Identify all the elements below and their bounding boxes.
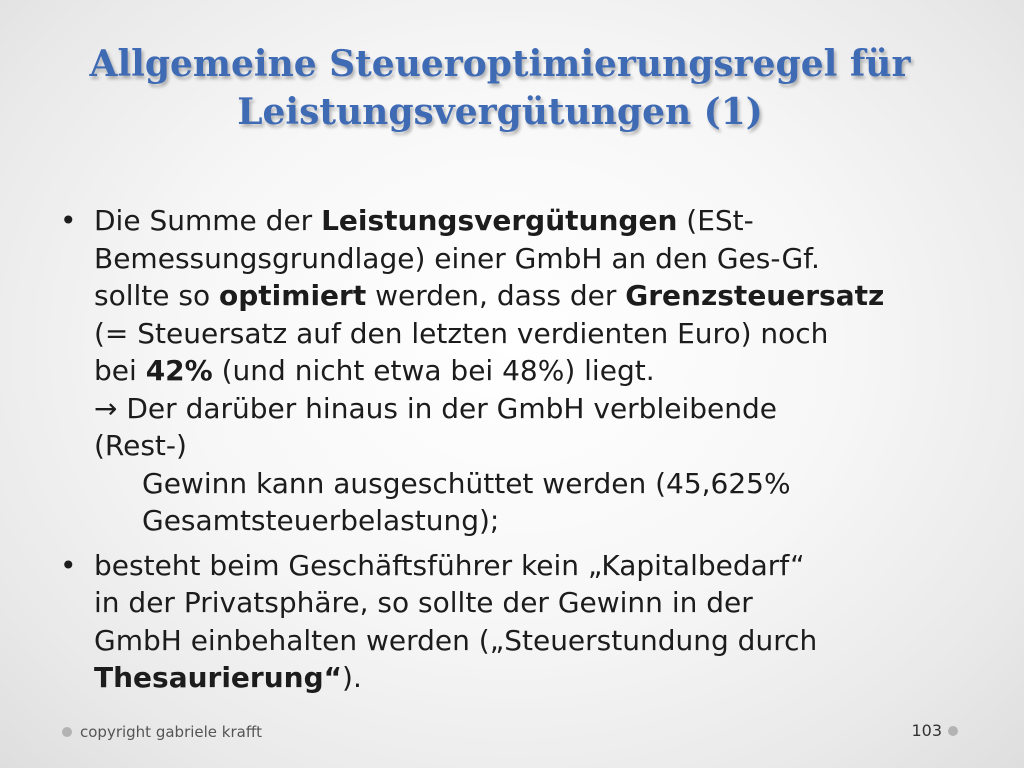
bullet-item-1 [60,202,970,540]
copyright-text: copyright gabriele krafft [80,723,263,741]
bullet-icon: • [60,204,77,237]
bullet-2-line-2: in der Privatsphäre, so sollte der Gewinn in der [94,586,753,619]
text-segment: bei [94,354,146,387]
slide-title-line-2: Leistungsvergütungen (1) [237,91,763,133]
text-segment: Die Summe der [94,204,322,237]
emphasis-optimiert: optimiert [219,279,367,312]
bullet-2-line-1: besteht beim Geschäftsführer kein „Kapitalbedarf“ [94,548,805,582]
bullet-1-line-1 [94,202,970,240]
bullet-1-line-2: Bemessungsgrundlage) einer GmbH an den Ges-Gf. [94,241,820,275]
emphasis-42-percent: 42% [145,354,213,387]
bullet-1-line-7: (Rest-) [94,429,187,462]
footer-dot-icon [62,727,72,737]
text-segment: werden, dass der [366,279,626,312]
text-segment: sollte so [94,279,220,312]
emphasis-thesaurierung: Thesaurierung“ [94,661,343,694]
bullet-icon: • [60,548,77,582]
bullet-1-line-5 [94,352,970,390]
emphasis-grenzsteuersatz: Grenzsteuersatz [625,279,885,312]
page-number: 103 [911,721,942,740]
slide-title [40,40,960,136]
bullet-2-line-3: GmbH einbehalten werden („Steuerstundung durch [94,623,818,657]
bullet-1-line-4: (= Steuersatz auf den letzten verdienten Euro) noch [94,316,829,350]
bullet-item-2 [60,547,970,697]
footer-dot-icon [948,726,958,736]
bullet-1-line-3 [94,277,970,315]
arrow-right-icon: → [94,391,118,425]
bullet-2-line-4 [94,659,970,697]
text-segment: (ESt- [677,204,754,237]
bullet-1-line-9: Gesamtsteuerbelastung); [142,504,500,537]
slide-content [60,202,970,697]
bullet-1-line-6 [94,390,970,428]
text-segment: (und nicht etwa bei 48%) liegt. [212,354,655,387]
text-segment: Der darüber hinaus in der GmbH verbleibende [117,391,777,425]
footer-copyright [62,723,262,741]
bullet-1-line-8: Gewinn kann ausgeschüttet werden (45,625% [142,466,791,500]
slide-title-line-1: Allgemeine Steueroptimierungsregel für [89,43,911,85]
footer-page-number [911,721,958,740]
emphasis-leistungsverguetungen: Leistungsvergütungen [321,204,678,237]
text-segment: ). [342,661,362,694]
